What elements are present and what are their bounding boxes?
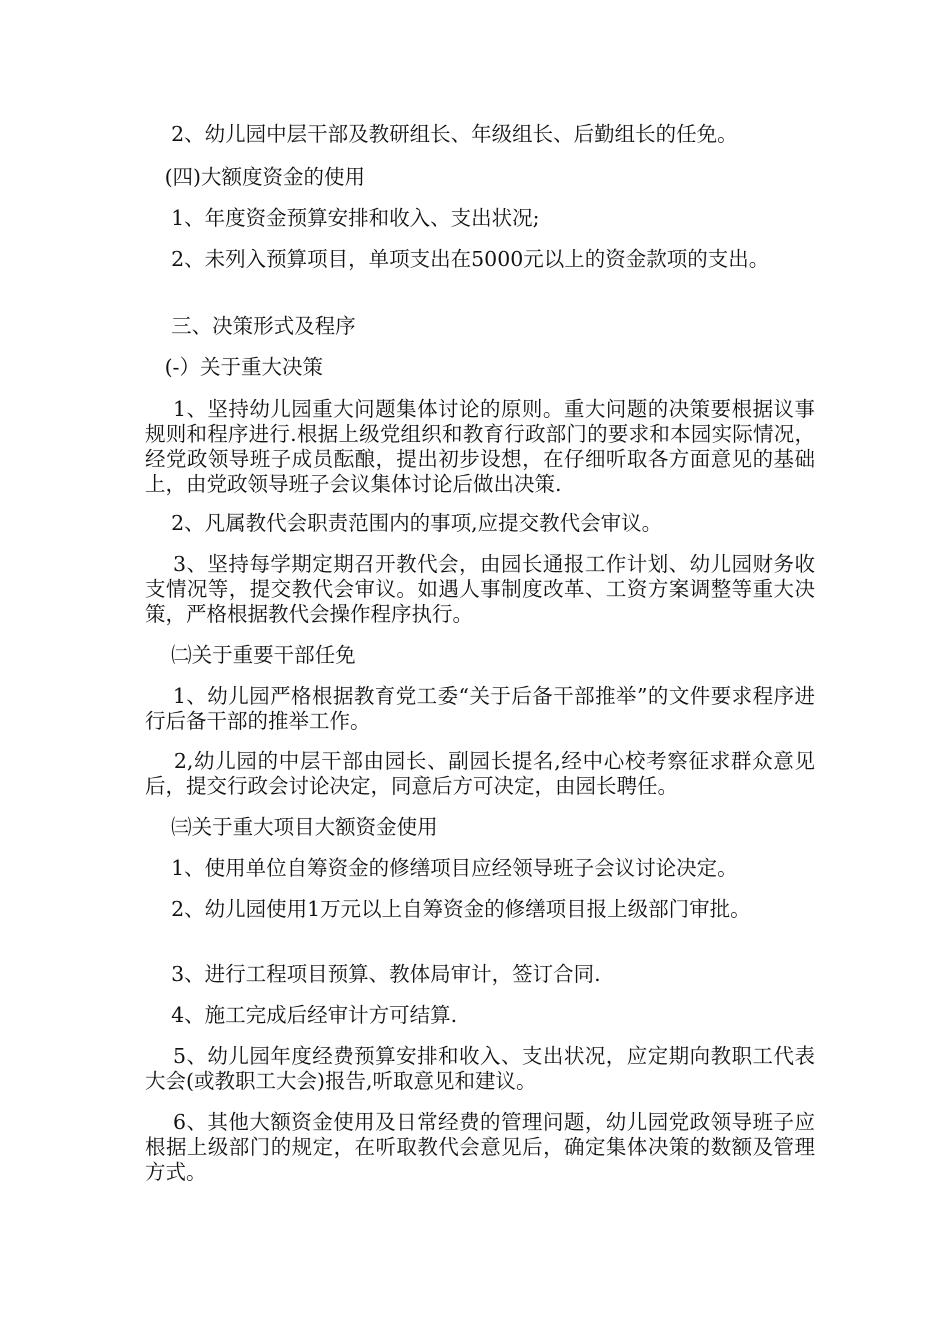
paragraph: 4、施工完成后经审计方可结算. [145, 1003, 458, 1027]
paragraph: 2、幼儿园使用1万元以上自筹资金的修缮项目报上级部门审批。 [145, 897, 751, 921]
section-heading: (-）关于重大决策 [145, 355, 323, 379]
paragraph: 2、凡属教代会职责范围内的事项,应提交教代会审议。 [145, 511, 663, 535]
section-heading: ㈡关于重要干部任免 [145, 643, 356, 667]
paragraph: 6、其他大额资金使用及日常经费的管理问题，幼儿园党政领导班子应根据上级部门的规定，在听取教代会意见后，确定集体决策的数额及管理方式。 [145, 1110, 815, 1184]
paragraph: 2、幼儿园中层干部及教研组长、年级组长、后勤组长的任免。 [145, 122, 738, 146]
paragraph: 1、使用单位自筹资金的修缮项目应经领导班子会议讨论决定。 [145, 856, 738, 880]
paragraph: 5、幼儿园年度经费预算安排和收入、支出状况，应定期向教职工代表大会(或教职工大会)报告,听取意见和建议。 [145, 1044, 815, 1093]
paragraph: 3、坚持每学期定期召开教代会，由园长通报工作计划、幼儿园财务收支情况等，提交教代会审议。如遇人事制度改革、工资方案调整等重大决策，严格根据教代会操作程序执行。 [145, 552, 815, 626]
section-heading: ㈢关于重大项目大额资金使用 [145, 815, 438, 839]
paragraph: 3、进行工程项目预算、教体局审计，签订合同. [145, 962, 601, 986]
paragraph: 2,幼儿园的中层干部由园长、副园长提名,经中心校考察征求群众意见后，提交行政会讨论决定，同意后方可决定，由园长聘任。 [145, 749, 815, 798]
paragraph: 1、坚持幼儿园重大问题集体讨论的原则。重大问题的决策要根据议事规则和程序进行.根据上级党组织和教育行政部门的要求和本园实际情况，经党政领导班子成员酝酿，提出初步设想，在仔细听取各方面意见的基础上，由党政领导班子会议集体讨论后做出决策. [145, 397, 815, 496]
paragraph: 2、未列入预算项目，单项支出在5000元以上的资金款项的支出。 [145, 247, 770, 271]
section-heading: (四)大额度资金的使用 [145, 165, 366, 189]
paragraph: 1、幼儿园严格根据教育党工委“关于后备干部推举”的文件要求程序进行后备干部的推举工作。 [145, 684, 815, 733]
paragraph: 1、年度资金预算安排和收入、支出状况; [145, 206, 540, 230]
section-heading: 三、决策形式及程序 [145, 314, 356, 338]
